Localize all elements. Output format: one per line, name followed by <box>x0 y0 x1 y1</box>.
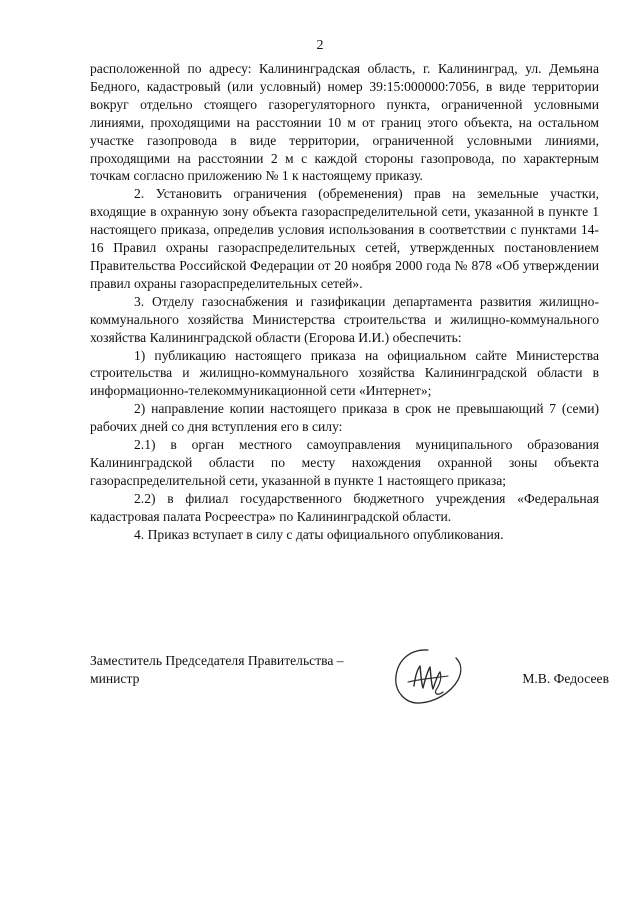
paragraph-item-3: 3. Отделу газоснабжения и газификации департамента развития жилищно-коммунального хозяйства Министерства строительства и жилищно-коммунального хозяйства Калининградской области (Егорова И.И.) обеспечить: <box>90 293 599 345</box>
paragraph-subitem-2: 2) направление копии настоящего приказа в срок не превышающий 7 (семи) рабочих дней со дня вступления его в силу: <box>90 401 599 435</box>
signer-title <box>90 652 390 688</box>
paragraph-subitem-2-1: 2.1) в орган местного самоуправления муниципального образования Калининградской области по месту нахождения охранной зоны объекта газораспределительной сети, указанной в пункте 1 настоящего приказа; <box>90 437 599 488</box>
paragraph-subitem-1: 1) публикацию настоящего приказа на официальном сайте Министерства строительства и жилищно-коммунального хозяйства Калининградской области в информационно-телекоммуникационной сети «Интернет»; <box>90 347 599 399</box>
signer-name: М.В. Федосеев <box>522 671 609 686</box>
signer-title-line-2: министр <box>90 671 140 686</box>
document-body <box>90 60 599 543</box>
paragraph-item-2: 2. Установить ограничения (обременения) прав на земельные участки, входящие в охранную зону объекта газораспределительной сети, указанной в пункте 1 настоящего приказа, определив условия использования в соответствии с пунктами 14-16 Правил охраны газораспределительных сетей, утвержденных постановлением Правительства Российской Федерации от 20 ноября 2000 года № 878 «Об утверждении правил охраны газораспределительных сетей». <box>90 186 599 291</box>
page-number: 2 <box>316 38 324 53</box>
paragraph-subitem-2-2: 2.2) в филиал государственного бюджетного учреждения «Федеральная кадастровая палата Росреестра» по Калининградской области. <box>90 490 599 524</box>
paragraph-item-4: 4. Приказ вступает в силу с даты официального опубликования. <box>134 526 504 542</box>
signature-block <box>90 652 609 712</box>
signer-title-line-1: Заместитель Председателя Правительства – <box>90 653 344 668</box>
handwritten-signature-icon <box>390 646 465 708</box>
paragraph-continuation: расположенной по адресу: Калининградская область, г. Калининград, ул. Демьяна Бедного, кадастровый (или условный) номер 39:15:000000:7056, в виде территории вокруг отдельно стоящего газорегуляторного пункта, ограниченной условными линиями, проходящими на расстоянии 10 м от границ этого объекта, на остальном участке газопровода в виде территории, ограниченной условными линиями, проходящими на расстоянии 2 м с каждой стороны газопровода, по характерным точкам согласно приложению № 1 к настоящему приказу. <box>90 61 599 184</box>
